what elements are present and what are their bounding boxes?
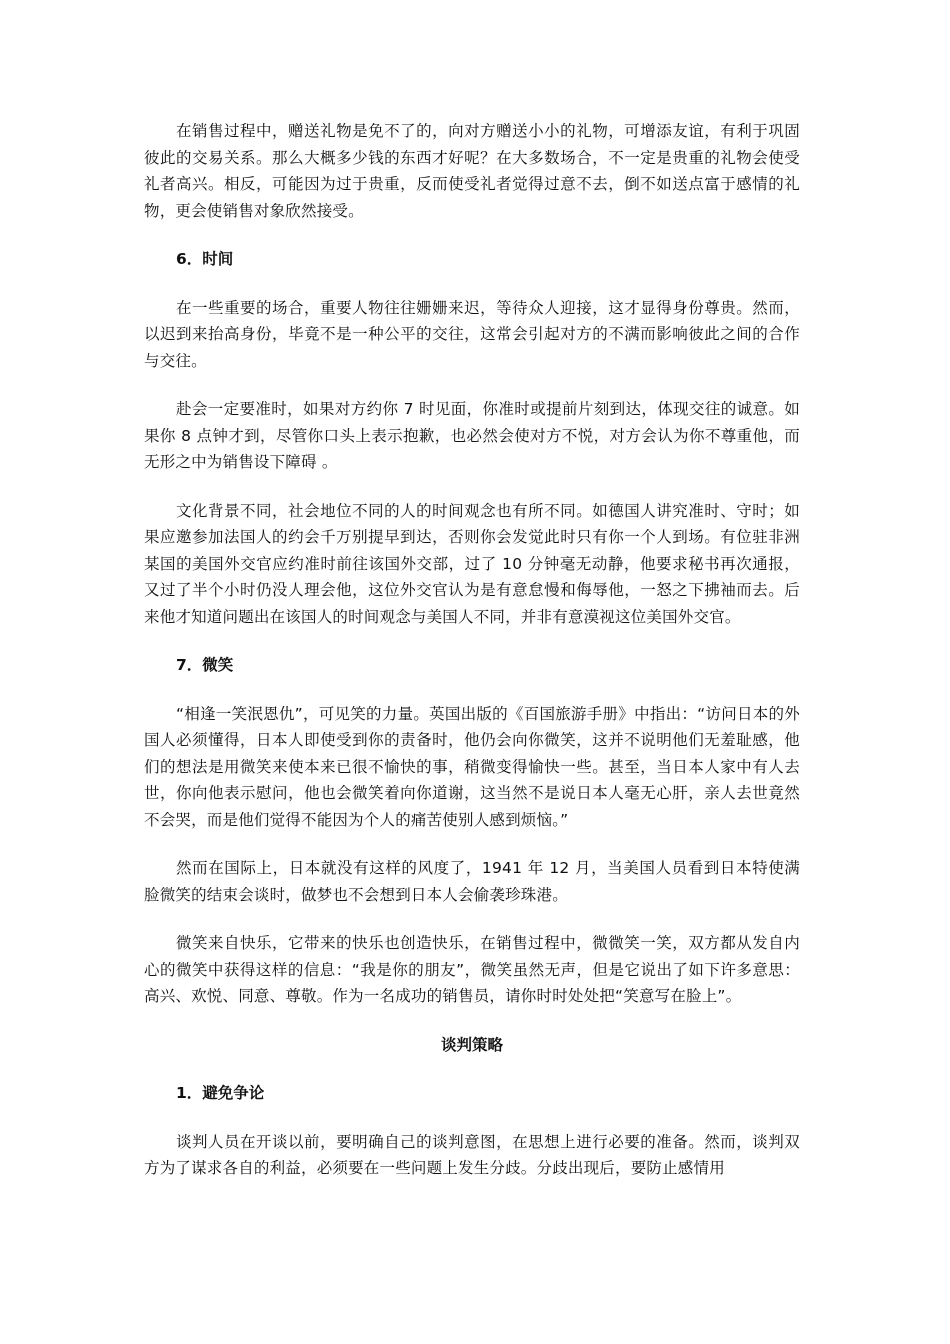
heading-time: 6．时间 [176, 250, 234, 268]
paragraph-smile-2: 然而在国际上，日本就没有这样的风度了，1941 年 12 月，当美国人员看到日本特使满脸微笑的结束会谈时，做梦也不会想到日本人会偷袭珍珠港。 [144, 859, 800, 904]
paragraph-time-2: 赴会一定要准时，如果对方约你 7 时见面，你准时或提前片刻到达，体现交往的诚意。如果你 8 点钟才到，尽管你口头上表示抱歉，也必然会使对方不悦，对方会认为你不尊重他，而无形之中为销售设下障碍 。 [144, 400, 800, 471]
paragraph-avoid-argument: 谈判人员在开谈以前，要明确自己的谈判意图，在思想上进行必要的准备。然而，谈判双方为了谋求各自的利益，必须要在一些问题上发生分歧。分歧出现后，要防止感情用 [144, 1132, 800, 1177]
paragraph-time-1: 在一些重要的场合，重要人物往往姗姗来迟，等待众人迎接，这才显得身份尊贵。然而，以迟到来抬高身份，毕竟不是一种公平的交往，这常会引起对方的不满而影响彼此之间的合作与交往。 [144, 298, 800, 370]
paragraph-gift: 在销售过程中，赠送礼物是免不了的，向对方赠送小小的礼物，可增添友谊，有利于巩固彼此的交易关系。那么大概多少钱的东西才好呢？在大多数场合，不一定是贵重的礼物会使受礼者高兴。相反，可能因为过于贵重，反而使受礼者觉得过意不去，倒不如送点富于感情的礼物，更会使销售对象欣然接受。 [144, 122, 800, 220]
paragraph-smile-1: “相逢一笑泯恩仇”，可见笑的力量。英国出版的《百国旅游手册》中指出：“访问日本的外国人必须懂得，日本人即使受到你的责备时，他仍会向你微笑，这并不说明他们无羞耻感，他们的想法是用微笑来使本来已很不愉快的事，稍微变得愉快一些。甚至，当日本人家中有人去世，你向他表示慰问，他也会微笑着向你道谢，这当然不是说日本人毫无心肝，亲人去世竟然不会哭，而是他们觉得不能因为个人的痛苦使别人感到烦恼。” [144, 704, 800, 829]
paragraph-time-3: 文化背景不同，社会地位不同的人的时间观念也有所不同。如德国人讲究准时、守时；如果应邀参加法国人的约会千万别提早到达，否则你会发觉此时只有你一个人到场。有位驻非洲某国的美国外交官应约准时前往该国外交部，过了 10 分钟毫无动静，他要求秘书再次通报，又过了半个小时仍没人理会他，这位外交官认为是有意怠慢和侮辱他，一怒之下拂袖而去。后来他才知道问题出在该国人的时间观念与美国人不同，并非有意漠视这位美国外交官。 [144, 501, 800, 626]
document-page [144, 118, 800, 1182]
heading-avoid-argument: 1．避免争论 [176, 1084, 265, 1102]
paragraph-smile-3: 微笑来自快乐，它带来的快乐也创造快乐，在销售过程中，微微笑一笑，双方都从发自内心的微笑中获得这样的信息：“我是你的朋友”，微笑虽然无声，但是它说出了如下许多意思：高兴、欢悦、同意、尊敬。作为一名成功的销售员，请你时时处处把“笑意写在脸上”。 [144, 934, 800, 1005]
heading-smile: 7．微笑 [176, 656, 234, 674]
section-title: 谈判策略 [440, 1035, 503, 1054]
